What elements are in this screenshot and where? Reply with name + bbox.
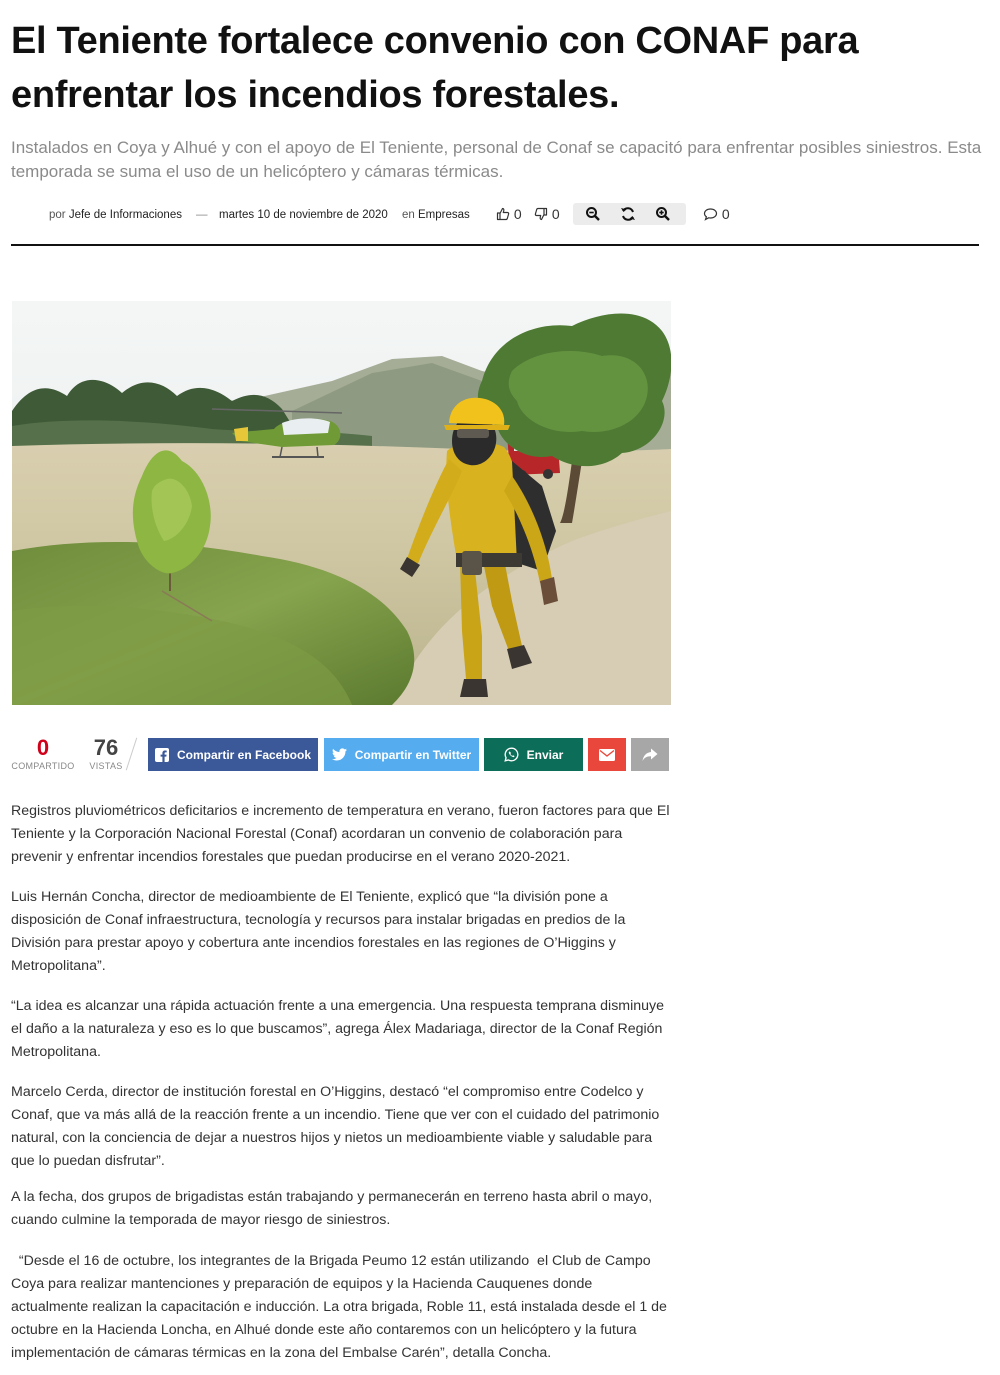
share-bar <box>0 735 680 775</box>
article-meta <box>0 202 990 228</box>
header-divider <box>11 244 979 246</box>
featured-image <box>12 301 671 705</box>
zoom-out-icon <box>585 206 601 222</box>
share-facebook-label: Compartir en Facebook <box>176 747 312 762</box>
share-facebook-button[interactable] <box>148 738 318 771</box>
email-icon <box>599 749 615 761</box>
meta-separator: — <box>196 209 208 221</box>
share-twitter-label: Compartir en Twitter <box>354 747 472 762</box>
body-paragraph-3: “La idea es alcanzar una rápida actuación frente a una emergencia. Una respuesta temprana disminuye el daño a la naturaleza y eso es lo que buscamos”, agrega Álex Madariaga, director de la Conaf Región Metropolitana. <box>11 998 665 1060</box>
share-count-label: COMPARTIDO <box>11 761 75 771</box>
comments-link[interactable] <box>703 206 730 222</box>
refresh-icon <box>620 206 636 222</box>
like-count: 0 <box>513 206 522 222</box>
like-button[interactable] <box>496 206 522 222</box>
zoom-out-button[interactable] <box>585 206 603 222</box>
comment-count: 0 <box>721 206 730 222</box>
share-whatsapp-label: Enviar <box>526 747 564 762</box>
category-link[interactable]: Empresas <box>418 209 470 221</box>
view-count-label: VISTAS <box>89 761 123 771</box>
view-count <box>84 735 128 771</box>
zoom-in-button[interactable] <box>655 206 673 222</box>
in-prefix: en <box>402 209 415 221</box>
article-title: El Teniente fortalece convenio con CONAF para enfrentar los incendios forestales. <box>11 20 859 116</box>
publish-date[interactable]: martes 10 de noviembre de 2020 <box>219 209 388 221</box>
share-count <box>11 735 75 771</box>
body-paragraph-6: “Desde el 16 de octubre, los integrantes de la Brigada Peumo 12 están utilizando el Club de Campo Coya para realizar mantenciones y preparación de equipos y la Hacienda Cauquenes donde actualmente realizan la capacitación e inducción. La otra brigada, Roble 11, está instalada desde el 1 de octubre en la Hacienda Loncha, en Alhué donde este año contaremos con un helicóptero y la futura implementación de cámaras térmicas en la zona del Embalse Carén”, detalla Concha. <box>11 1253 671 1361</box>
body-paragraph-1: Registros pluviométricos deficitarios e incremento de temperatura en verano, fueron factores para que El Teniente y la Corporación Nacional Forestal (Conaf) acordaran un convenio de colaboración para prevenir y enfrentar incendios forestales que puedan producirse en el verano 2020-2021. <box>11 803 670 865</box>
zoom-in-icon <box>655 206 671 222</box>
author-byline <box>49 209 182 221</box>
body-paragraph-5: A la fecha, dos grupos de brigadistas están trabajando y permanecerán en terreno hasta abril o mayo, cuando culmine la temporada de mayor riesgo de siniestros. <box>11 1189 653 1228</box>
article-subtitle: Instalados en Coya y Alhué y con el apoyo de El Teniente, personal de Conaf se capacitó para enfrentar posibles siniestros. Esta temporada se suma el uso de un helicóptero y cámaras térmicas. <box>11 138 982 181</box>
share-count-number: 0 <box>36 735 50 760</box>
font-size-controls <box>573 203 686 225</box>
share-email-button[interactable] <box>588 738 626 771</box>
comment-icon <box>703 207 718 221</box>
dislike-count: 0 <box>551 206 560 222</box>
body-paragraph-2: Luis Hernán Concha, director de medioambiente de El Teniente, explicó que “la división pone a disposición de Conaf infraestructura, tecnología y recursos para instalar brigadas en predios de la División para prestar apoyo y cobertura ante incendios forestales en las regiones de O’Higgins y Metropolitana”. <box>11 889 626 974</box>
body-paragraph-4: Marcelo Cerda, director de institución forestal en O’Higgins, destacó “el compromiso entre Codelco y Conaf, que va más allá de la reacción frente a un incendio. Tiene que ver con el cuidado del patrimonio natural, con la conciencia de dejar a nuestros hijos y nietos un medioambiente viable y saludable para que lo puedan disfrutar”. <box>11 1084 660 1169</box>
dislike-button[interactable] <box>534 206 560 222</box>
share-arrow-icon <box>642 748 658 762</box>
share-whatsapp-button[interactable] <box>484 738 583 771</box>
view-count-number: 76 <box>93 735 119 760</box>
share-more-button[interactable] <box>631 738 669 771</box>
reset-zoom-button[interactable] <box>620 206 638 222</box>
twitter-icon <box>332 748 347 761</box>
category-byline <box>402 209 470 221</box>
author-link[interactable]: Jefe de Informaciones <box>68 209 182 221</box>
thumbs-up-icon <box>496 207 510 221</box>
whatsapp-icon <box>504 747 519 762</box>
share-twitter-button[interactable] <box>324 738 479 771</box>
by-prefix: por <box>49 209 66 221</box>
thumbs-down-icon <box>534 207 548 221</box>
facebook-icon <box>155 748 169 762</box>
